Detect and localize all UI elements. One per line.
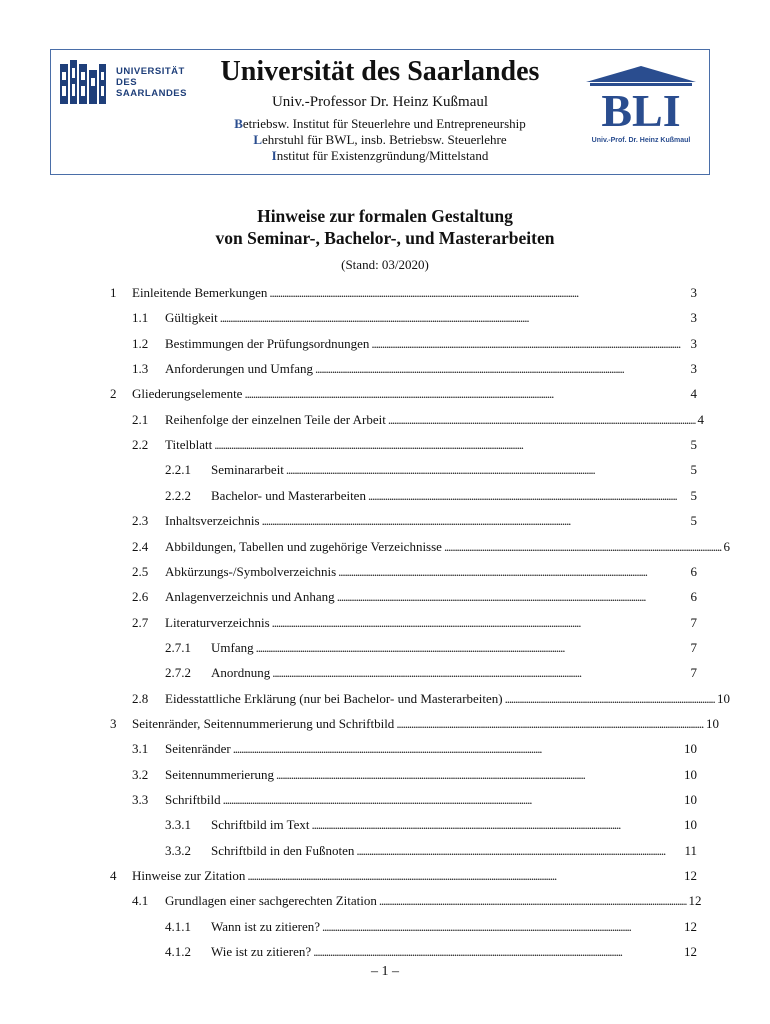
toc-leader-dots <box>337 588 689 606</box>
toc-number: 3 <box>110 715 117 731</box>
toc-title: Hinweise zur Zitation <box>132 868 246 884</box>
toc-title: Seitennummerierung <box>165 766 275 782</box>
toc-title: Abkürzungs-/Symbolverzeichnis <box>165 563 337 579</box>
toc-page-number: 10 <box>705 715 719 731</box>
page-number: – 1 – <box>371 964 399 979</box>
toc-number: 2.7.1 <box>165 639 191 655</box>
uds-logo-text <box>116 66 187 99</box>
toc-page-number: 10 <box>684 792 697 807</box>
toc-number: 2.2 <box>132 437 149 453</box>
toc-leader-dots <box>272 614 689 632</box>
institute-text: etriebsw. Institut für Steuerlehre und Entrepreneurship <box>242 116 526 131</box>
toc-title: Bachelor- und Masterarbeiten <box>211 487 366 503</box>
professor-line: Univ.-Professor Dr. Heinz Kußmaul <box>271 94 489 110</box>
toc-number: 2.7.2 <box>165 665 191 681</box>
toc-title: Schriftbild <box>165 792 221 807</box>
toc-number: 1.1 <box>132 310 149 326</box>
toc-title: Anlagenverzeichnis und Anhang <box>165 589 335 605</box>
toc-entry[interactable] <box>132 411 704 429</box>
toc-leader-dots <box>315 360 688 378</box>
toc-entry[interactable] <box>165 842 697 860</box>
institute-line <box>180 116 580 132</box>
toc-number: 3.3.1 <box>165 817 191 833</box>
toc-page-number: 6 <box>690 563 697 579</box>
toc-leader-dots <box>379 892 687 910</box>
institute-line <box>180 132 580 148</box>
toc-page-number: 10 <box>684 817 697 833</box>
toc-number: 4 <box>110 868 117 884</box>
toc-leader-dots <box>286 461 689 479</box>
toc-page-number: 6 <box>690 589 697 605</box>
toc-title: Anforderungen und Umfang <box>165 361 314 377</box>
toc-leader-dots <box>214 436 688 454</box>
toc-title: Gliederungselemente <box>132 386 243 402</box>
document-title <box>0 205 770 249</box>
toc-page-number: 10 <box>717 690 730 706</box>
toc-number: 3.3 <box>132 792 149 807</box>
toc-entry[interactable] <box>165 664 697 682</box>
institute-initial: B <box>234 116 243 131</box>
toc-page-number: 12 <box>684 944 697 960</box>
toc-page-number: 7 <box>690 614 697 630</box>
toc-number: 4.1.2 <box>165 944 191 960</box>
toc-page-number: 5 <box>690 487 697 503</box>
toc-leader-dots <box>247 867 682 885</box>
toc-number: 2.3 <box>132 513 149 529</box>
toc-entry[interactable] <box>165 487 697 505</box>
institute-text: nstitut für Existenzgründung/Mittelstand <box>276 148 489 163</box>
toc-title: Wann ist zu zitieren? <box>211 918 321 934</box>
toc-leader-dots <box>313 943 682 961</box>
toc-page-number: 12 <box>684 918 697 934</box>
toc-number: 1 <box>110 285 117 300</box>
toc-page-number: 7 <box>690 639 697 655</box>
toc-entry[interactable] <box>165 461 697 479</box>
toc-leader-dots <box>220 309 689 327</box>
toc-page-number: 4 <box>690 386 697 402</box>
toc-page-number: 11 <box>684 842 697 858</box>
toc-entry[interactable] <box>132 563 697 581</box>
toc-number: 2.6 <box>132 589 149 605</box>
toc-page-number: 12 <box>684 868 697 884</box>
document-title-line: Hinweise zur formalen Gestaltung <box>257 206 513 226</box>
toc-entry[interactable] <box>132 538 730 556</box>
toc-leader-dots <box>312 816 682 834</box>
document-title-line: von Seminar-, Bachelor-, und Masterarbeiten <box>215 228 555 248</box>
toc-title: Abbildungen, Tabellen und zugehörige Verzeichnisse <box>165 538 442 554</box>
toc-leader-dots <box>223 791 682 809</box>
toc-page-number: 4 <box>697 411 704 427</box>
toc-number: 2 <box>110 386 117 402</box>
toc-number: 2.8 <box>132 690 149 706</box>
toc-title: Einleitende Bemerkungen <box>132 285 268 300</box>
toc-leader-dots <box>269 284 688 302</box>
uds-logo-line: SAARLANDES <box>116 88 187 99</box>
institute-initial: I <box>271 148 277 163</box>
toc-page-number: 3 <box>690 285 697 300</box>
toc-title: Inhaltsverzeichnis <box>165 513 260 529</box>
toc-title: Wie ist zu zitieren? <box>211 944 312 960</box>
document-stand: (Stand: 03/2020) <box>341 257 429 272</box>
toc-page-number: 3 <box>690 335 697 351</box>
toc-page-number: 10 <box>684 766 697 782</box>
toc-page-number: 5 <box>690 462 697 478</box>
toc-number: 2.7 <box>132 614 149 630</box>
toc-leader-dots <box>444 538 722 556</box>
toc-leader-dots <box>233 740 682 758</box>
toc-title: Schriftbild in den Fußnoten <box>211 842 355 858</box>
toc-page-number: 10 <box>684 741 697 757</box>
toc-entry[interactable] <box>165 943 697 961</box>
toc-entry[interactable] <box>132 436 697 454</box>
toc-number: 2.4 <box>132 538 149 554</box>
toc-page-number: 6 <box>723 538 730 554</box>
toc-number: 2.2.1 <box>165 462 191 478</box>
toc-title: Grundlagen einer sachgerechten Zitation <box>165 893 377 909</box>
uds-logo-line: DES <box>116 77 138 88</box>
toc-leader-dots <box>505 690 715 708</box>
toc-title: Titelblatt <box>165 437 213 453</box>
bli-logo <box>582 64 700 146</box>
toc-title: Literaturverzeichnis <box>165 614 270 630</box>
toc-number: 2.5 <box>132 563 149 579</box>
institute-line <box>180 148 580 164</box>
toc-title: Umfang <box>211 639 254 655</box>
toc-entry[interactable] <box>132 766 697 784</box>
toc-leader-dots <box>338 563 688 581</box>
toc-leader-dots <box>262 512 689 530</box>
toc-entry[interactable] <box>132 309 697 327</box>
toc-title: Bestimmungen der Prüfungsordnungen <box>165 335 370 351</box>
toc-number: 2.1 <box>132 411 149 427</box>
toc-number: 4.1 <box>132 893 149 909</box>
toc-title: Gültigkeit <box>165 310 218 326</box>
toc-entry[interactable] <box>132 588 697 606</box>
toc-leader-dots <box>356 842 682 860</box>
toc-entry[interactable] <box>165 639 697 657</box>
toc-entry[interactable] <box>132 335 697 353</box>
toc-leader-dots <box>388 411 696 429</box>
toc-leader-dots <box>396 715 704 733</box>
institute-initial: L <box>253 132 262 147</box>
toc-page-number: 7 <box>690 665 697 681</box>
toc-leader-dots <box>322 918 682 936</box>
toc-title: Seitenränder <box>165 741 231 757</box>
toc-title: Seitenränder, Seitennummerierung und Schriftbild <box>132 715 395 731</box>
toc-entry[interactable] <box>132 791 697 809</box>
toc-leader-dots <box>371 335 688 353</box>
toc-leader-dots <box>256 639 689 657</box>
toc-page-number: 12 <box>688 893 702 909</box>
bli-logo-subtitle: Univ.-Prof. Dr. Heinz Kußmaul <box>591 137 691 144</box>
toc-leader-dots <box>276 766 682 784</box>
toc-page-number: 5 <box>690 437 697 453</box>
toc-page-number: 3 <box>690 361 697 377</box>
toc-entry[interactable] <box>132 740 697 758</box>
toc-page-number: 3 <box>690 310 697 326</box>
uds-logo-line: UNIVERSITÄT <box>116 66 185 77</box>
institute-lines <box>180 116 580 164</box>
toc-leader-dots <box>244 385 688 403</box>
toc-entry[interactable] <box>132 614 697 632</box>
institute-text: ehrstuhl für BWL, insb. Betriebsw. Steuerlehre <box>262 132 507 147</box>
toc-title: Seminararbeit <box>211 462 284 478</box>
university-title: Universität des Saarlandes <box>220 56 540 87</box>
toc-leader-dots <box>368 487 689 505</box>
toc-number: 2.2.2 <box>165 487 191 503</box>
toc-entry[interactable] <box>132 512 697 530</box>
toc-entry[interactable] <box>110 867 697 885</box>
toc-number: 3.1 <box>132 741 149 757</box>
bli-logo-text: BLI <box>601 85 681 136</box>
toc-page-number: 5 <box>690 513 697 529</box>
toc-title: Reihenfolge der einzelnen Teile der Arbeit <box>165 411 386 427</box>
toc-title: Eidesstattliche Erklärung (nur bei Bachelor- und Masterarbeiten) <box>165 690 503 706</box>
toc-entry[interactable] <box>110 385 697 403</box>
toc-number: 3.2 <box>132 766 149 782</box>
toc-number: 1.3 <box>132 361 149 377</box>
toc-leader-dots <box>272 664 688 682</box>
toc-entry[interactable] <box>132 690 730 708</box>
toc-number: 4.1.1 <box>165 918 191 934</box>
toc-entry[interactable] <box>110 284 697 302</box>
toc-entry[interactable] <box>110 715 719 733</box>
toc-entry[interactable] <box>165 918 697 936</box>
toc-title: Anordnung <box>211 665 271 681</box>
toc-entry[interactable] <box>165 816 697 834</box>
toc-number: 3.3.2 <box>165 842 191 858</box>
toc-title: Schriftbild im Text <box>211 817 310 833</box>
toc-number: 1.2 <box>132 335 149 351</box>
toc-entry[interactable] <box>132 892 702 910</box>
toc-entry[interactable] <box>132 360 697 378</box>
